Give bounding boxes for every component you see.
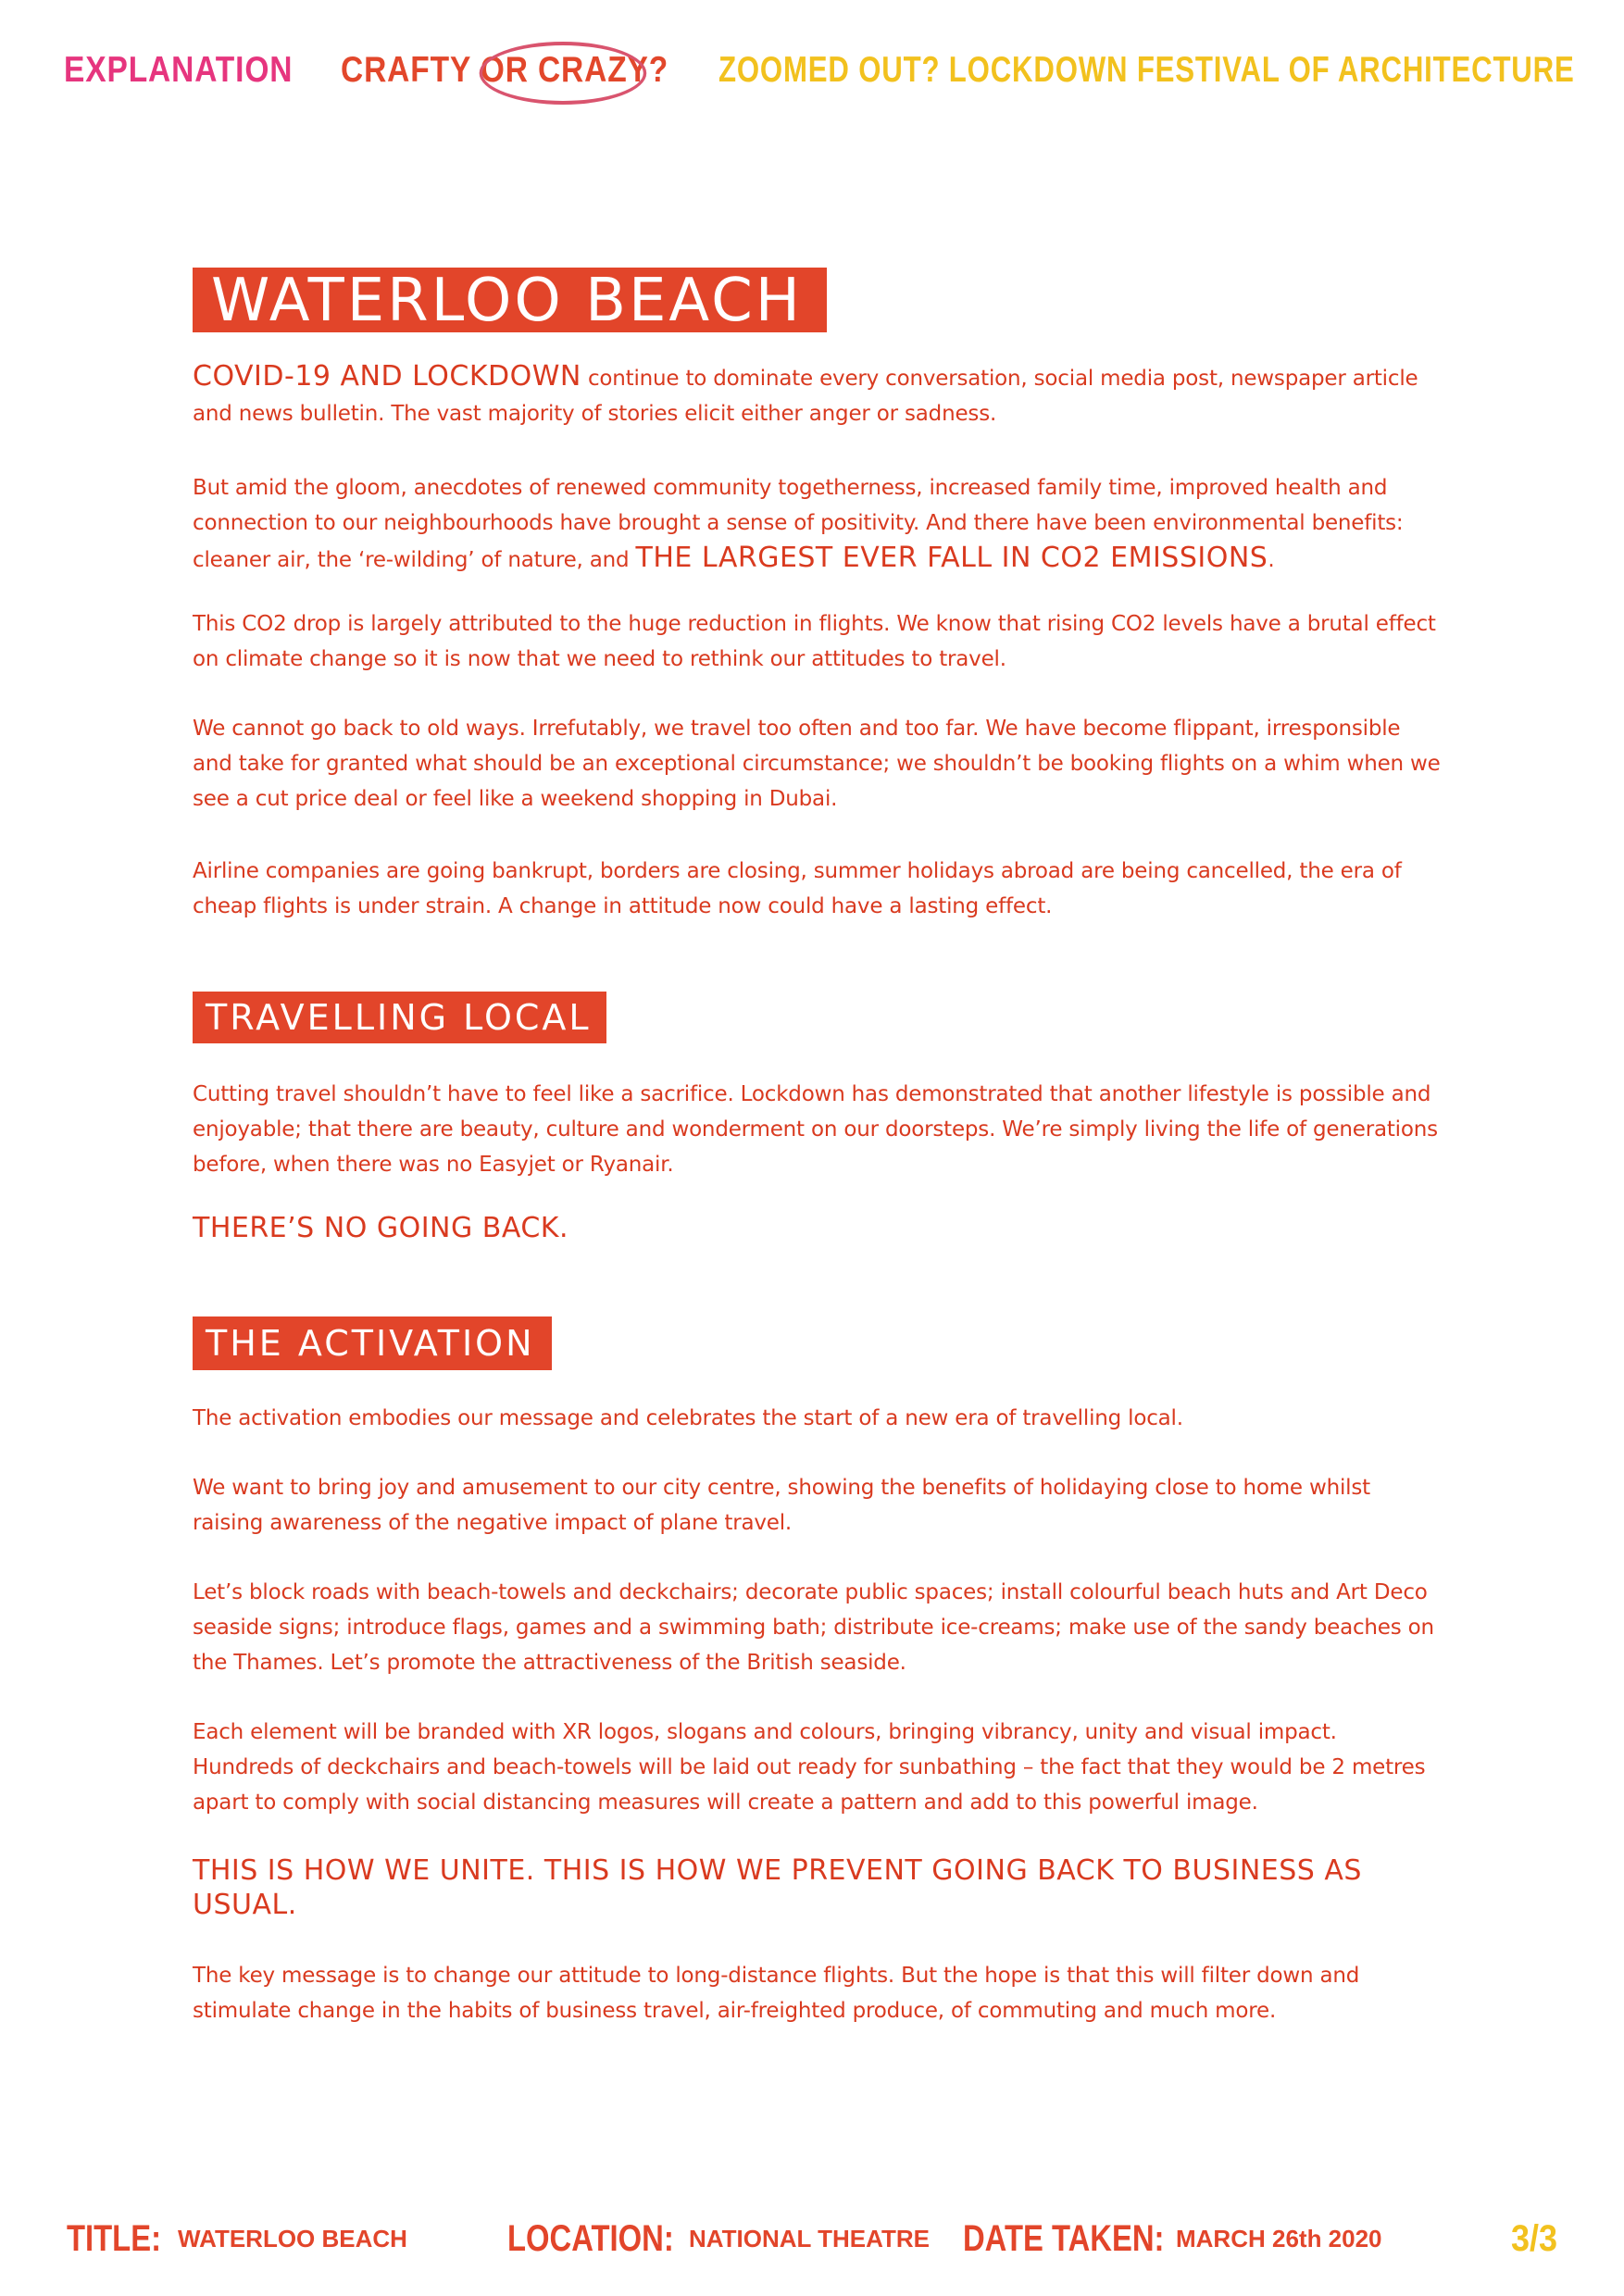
paragraph-cutting-travel: Cutting travel shouldn’t have to feel like a sacrifice. Lockdown has demonstrated that another lifestyle is possible and enjoyable; that there are beauty, culture and wonderment on our doorsteps. We’re simply living the life of generations before, when there was no Easyjet or Ryanair. — [193, 1082, 1438, 1177]
footer-title-label: TITLE: — [67, 2218, 162, 2259]
section-title-travelling-local: TRAVELLING LOCAL — [193, 992, 606, 1043]
paragraph-intro — [193, 359, 1443, 431]
paragraph-airlines: Airline companies are going bankrupt, borders are closing, summer holidays abroad are being cancelled, the era of cheap flights is under strain. A change in attitude now could have a lasting effect. — [193, 859, 1402, 918]
gloom-end: . — [1268, 548, 1275, 572]
footer-location-label: LOCATION: — [507, 2218, 674, 2259]
paragraph-key-message: The key message is to change our attitude to long-distance flights. But the hope is that this will filter down and stimulate change in the habits of business travel, air-freighted produce, of commuting and much more. — [193, 1964, 1360, 2023]
footer-date — [963, 2216, 1382, 2269]
footer-title-value: WATERLOO BEACH — [178, 2225, 407, 2252]
footer-title — [67, 2216, 407, 2269]
section-title-waterloo-beach: WATERLOO BEACH — [193, 268, 827, 332]
header-crafty-prefix: CRAFTY OR — [341, 50, 538, 90]
slogan-no-going-back: THERE’S NO GOING BACK. — [193, 1212, 569, 1244]
circle-highlight-icon — [480, 42, 647, 105]
page-number: 3/3 — [1511, 2218, 1558, 2259]
paragraph-block-roads: Let’s block roads with beach-towels and deckchairs; decorate public spaces; install colourful beach huts and Art Deco seaside signs; introduce flags, games and a swimming bath; distribute ice-creams; make use of the sandy beaches on the Thames. Let’s promote the attractiveness of the British seaside. — [193, 1580, 1434, 1675]
paragraph-co2-drop: This CO2 drop is largely attributed to the huge reduction in flights. We know that rising CO2 levels have a brutal effect on climate change so it is now that we need to rethink our attitudes to travel. — [193, 612, 1436, 671]
header-explanation: EXPLANATION — [64, 50, 294, 90]
paragraph-joy: We want to bring joy and amusement to our city centre, showing the benefits of holidaying close to home whilst raising awareness of the negative impact of plane travel. — [193, 1476, 1370, 1535]
header-crazy-circled: CRAZY? — [537, 50, 669, 90]
footer-location — [507, 2216, 930, 2269]
paragraph-branding: Each element will be branded with XR logos, slogans and colours, bringing vibrancy, unity and visual impact. Hundreds of deckchairs and beach-towels will be laid out ready for sunbathing – the fact that they would be 2 metres apart to comply with social distancing measures will create a pattern and add to this powerful image. — [193, 1720, 1426, 1815]
section-title-the-activation: THE ACTIVATION — [193, 1316, 552, 1370]
footer-date-label: DATE TAKEN: — [963, 2218, 1165, 2259]
header-festival-title: ZOOMED OUT? LOCKDOWN FESTIVAL OF ARCHITECTURE — [718, 50, 1575, 90]
intro-text: continue to dominate every conversation, social media post, newspaper article and news bulletin. The vast majority of stories elicit either anger or sadness. — [193, 367, 1418, 426]
paragraph-old-ways: We cannot go back to old ways. Irrefutably, we travel too often and too far. We have become flippant, irresponsible and take for granted what should be an exceptional circumstance; we shouldn’t be booking flights on a whim when we see a cut price deal or feel like a weekend shopping in Dubai. — [193, 717, 1441, 811]
footer-date-value: MARCH 26th 2020 — [1176, 2225, 1382, 2252]
paragraph-gloom — [193, 470, 1443, 578]
gloom-text: But amid the gloom, anecdotes of renewed community togetherness, increased family time, improved health and connection to our neighbourhoods have brought a sense of positivity. And there have been environmental benefits: cleaner air, the ‘re-wilding’ of nature, and — [193, 476, 1404, 572]
paragraph-activation: The activation embodies our message and celebrates the start of a new era of travelling local. — [193, 1406, 1183, 1430]
gloom-highlight: THE LARGEST EVER FALL IN CO2 EMISSIONS — [635, 542, 1268, 574]
intro-lead: COVID-19 AND LOCKDOWN — [193, 360, 581, 393]
footer-location-value: NATIONAL THEATRE — [689, 2225, 930, 2252]
header-crafty-or-crazy — [341, 48, 668, 93]
slogan-how-we-unite: THIS IS HOW WE UNITE. THIS IS HOW WE PREVENT GOING BACK TO BUSINESS AS USUAL. — [193, 1854, 1362, 1921]
